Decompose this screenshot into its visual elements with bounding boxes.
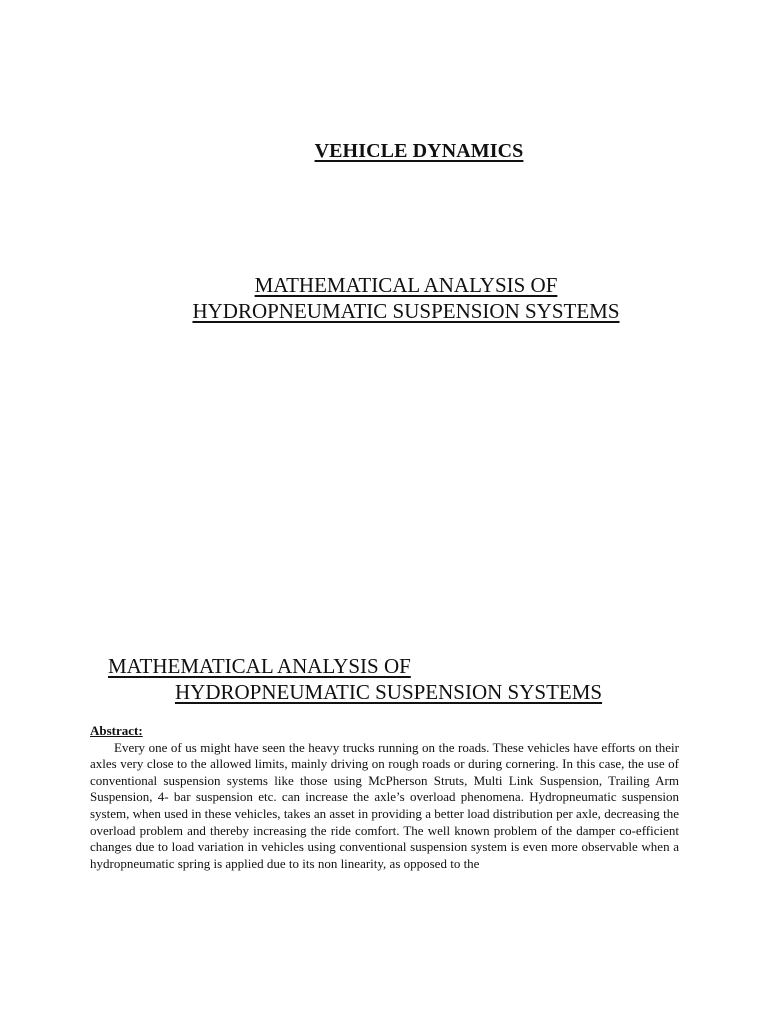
section-title-line-2: HYDROPNEUMATIC SUSPENSION SYSTEMS xyxy=(175,680,603,704)
document-heading: VEHICLE DYNAMICS xyxy=(314,140,524,162)
title-line-2: HYDROPNEUMATIC SUSPENSION SYSTEMS xyxy=(192,299,620,323)
title-line-1: MATHEMATICAL ANALYSIS OF xyxy=(254,273,558,297)
title-block-primary xyxy=(0,272,768,324)
title-block-secondary xyxy=(108,653,748,705)
abstract-section xyxy=(90,723,679,872)
abstract-paragraph: Every one of us might have seen the heavy trucks running on the roads. These vehicles have efforts on their axles very close to the allowed limits, mainly driving on rough roads or during cornering. In this case, the use of conventional suspension systems like those using McPherson Struts, Multi Link Suspension, Trailing Arm Suspension, 4- bar suspension etc. can increase the axle’s overload phenomena. Hydropneumatic suspension system, when used in these vehicles, takes an asset in providing a better load distribution per axle, decreasing the overload problem and thereby increasing the ride comfort. The well known problem of the damper co-efficient changes due to load variation in vehicles using conventional suspension system is even more observable when a hydropneumatic spring is applied due to its non linearity, as opposed to the xyxy=(90,739,679,871)
section-title-line-1: MATHEMATICAL ANALYSIS OF xyxy=(108,654,411,678)
abstract-label: Abstract: xyxy=(90,723,143,738)
